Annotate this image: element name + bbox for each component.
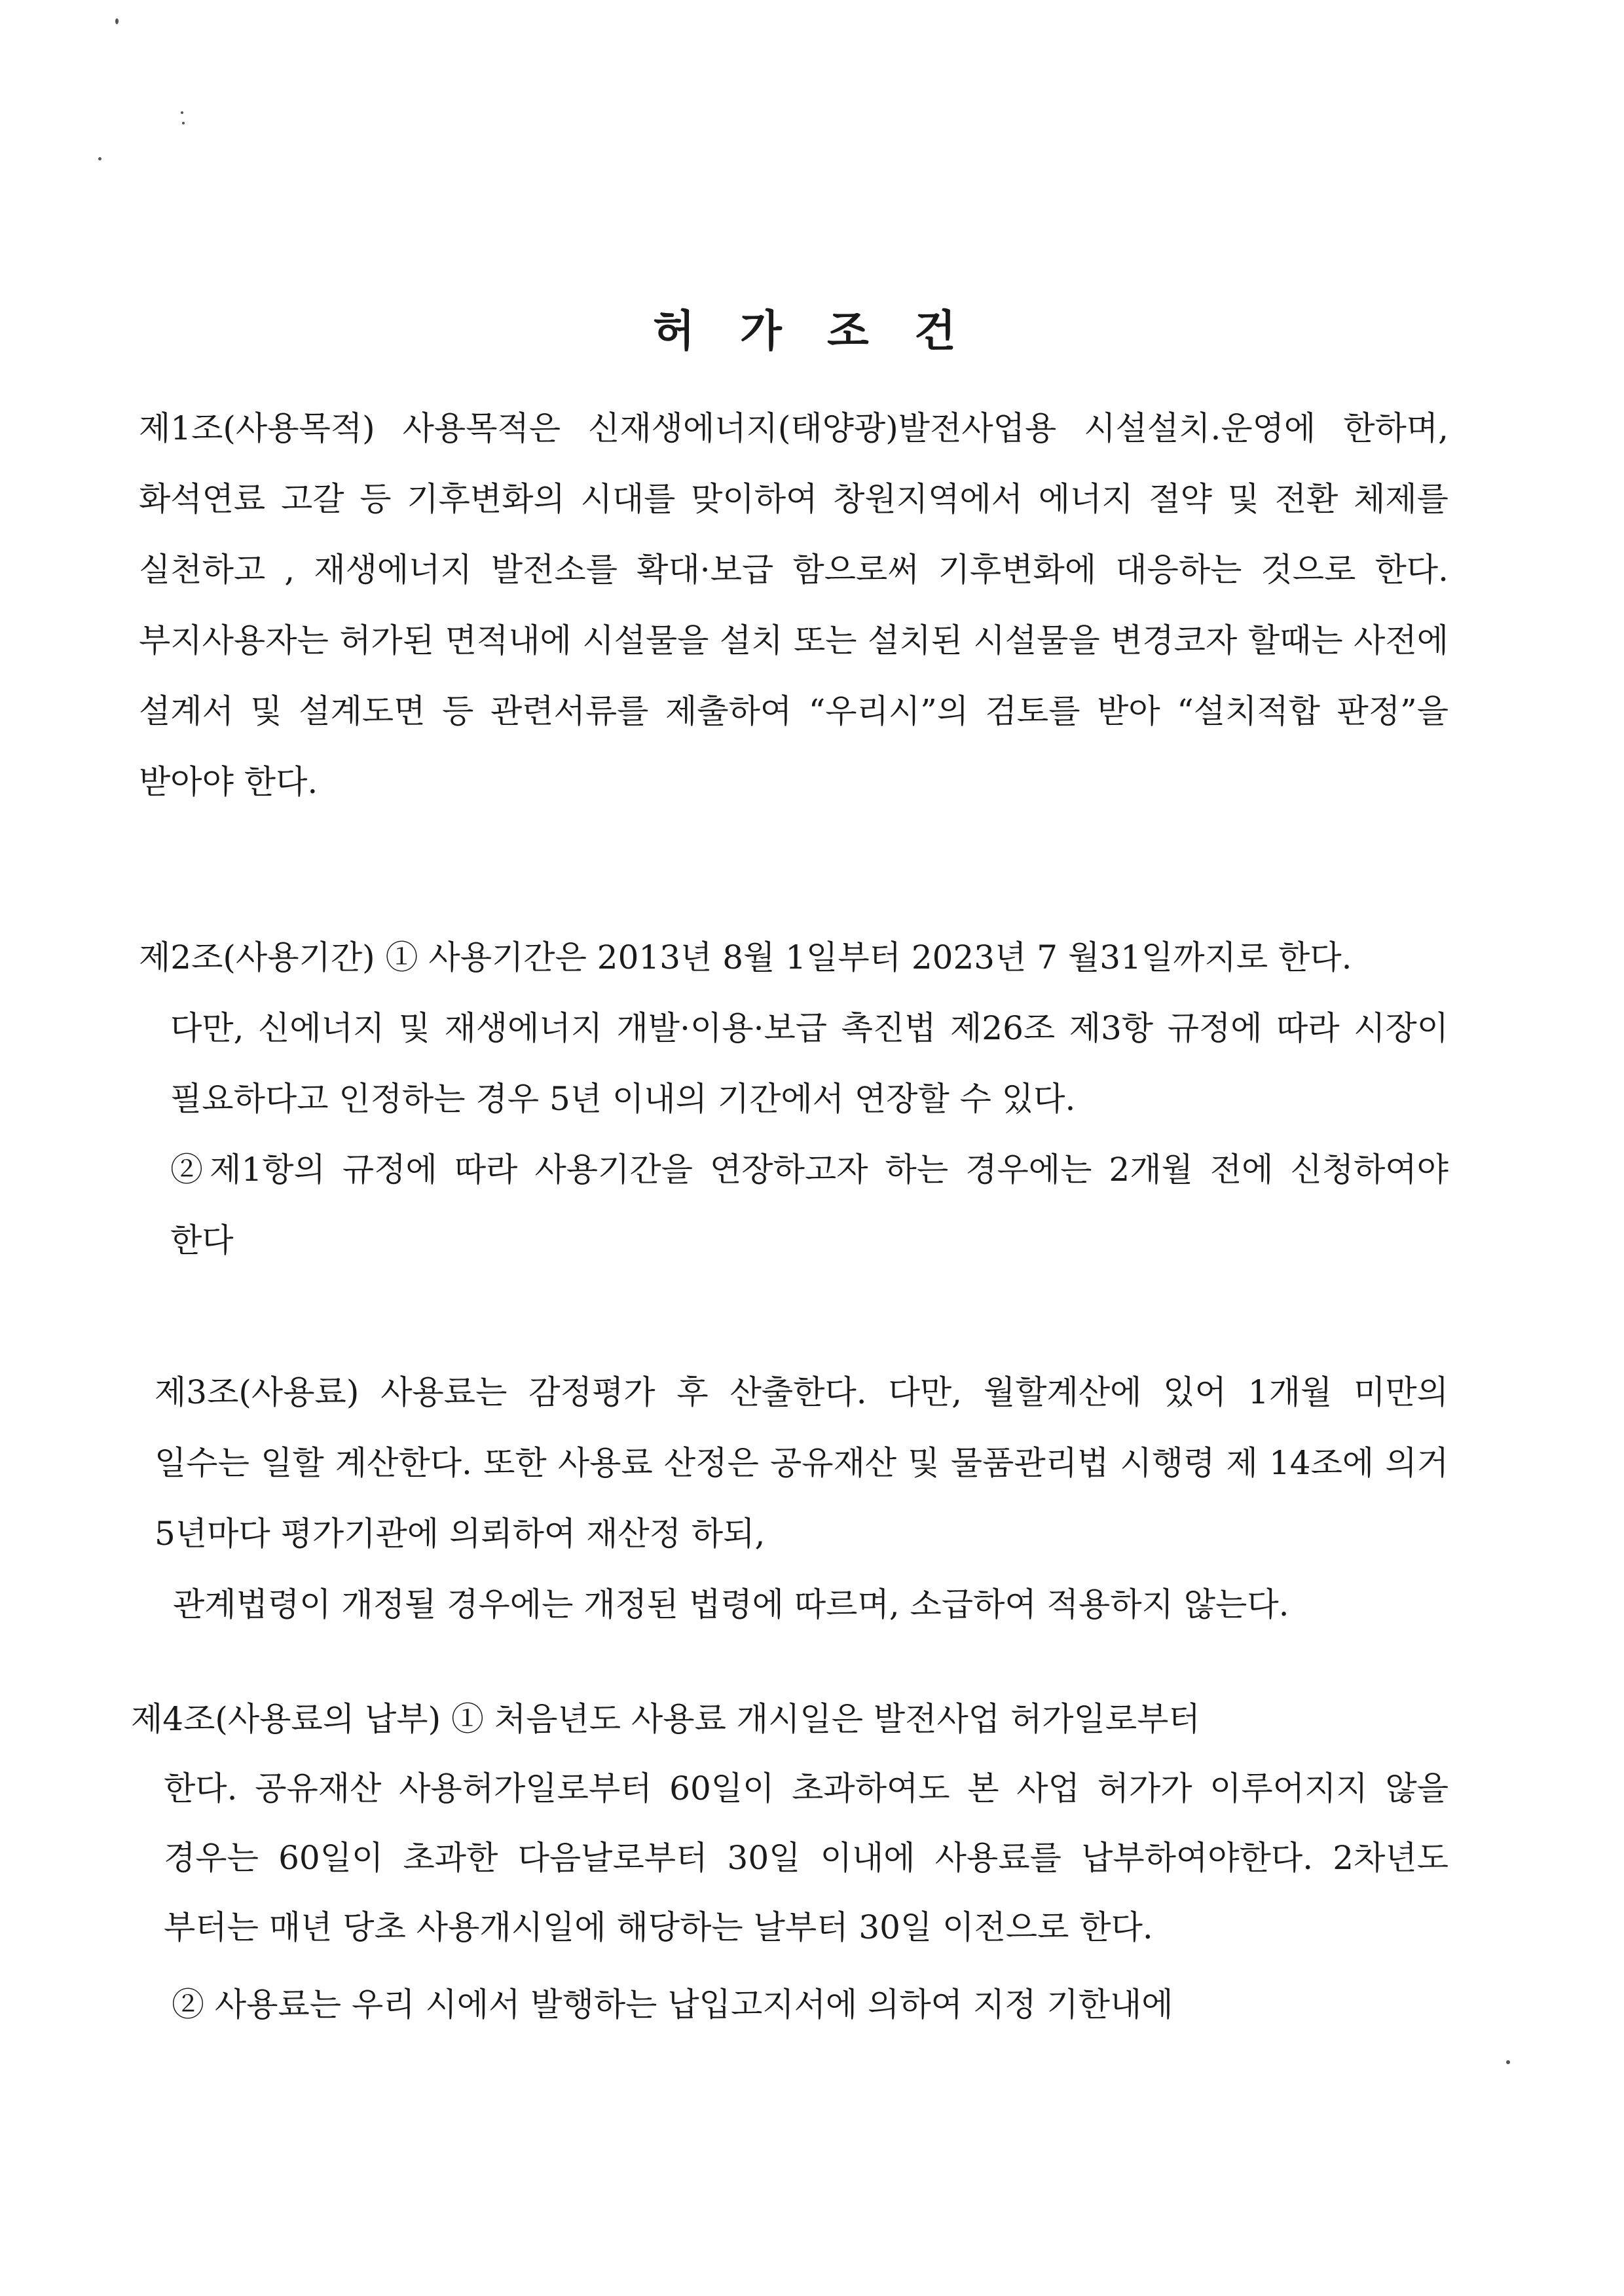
- article-3-head: 제3조(사용료) 사용료는 감정평가 후 산출한다. 다만, 월할계산에 있어 1개월 미만의 일수는 일할 계산한다. 또한 사용료 산정은 공유재산 및 물품관리법 시행령 제 14조에 의거 5년마다 평가기관에 의뢰하여 재산정 하되,: [155, 1373, 1449, 1553]
- article-2-item-2: ②제1항의 규정에 따라 사용기간을 연장하고자 하는 경우에는 2개월 전에 신청하여야 한다: [170, 1151, 1449, 1259]
- article-3: [155, 1357, 1449, 1640]
- article-4-head: 제4조(사용료의 납부) ① 처음년도 사용료 개시일은 발전사업 허가일로부터: [131, 1700, 1200, 1738]
- scan-speck: [182, 122, 185, 124]
- article-1-text: 제1조(사용목적) 사용목적은 신재생에너지(태양광)발전사업용 시설설치.운영에 한하며,화석연료 고갈 등 기후변화의 시대를 맞이하여 창원지역에서 에너지 절약 및 전환 체제를 실천하고 , 재생에너지 발전소를 확대·보급 함으로써 기후변화에 대응하는 것으로 한다. 부지사용자는 허가된 면적내에 시설물을 설치 또는 설치된 시설물을 변경코자 할때는 사전에 설계서 및 설계도면 등 관련서류를 제출하여 “우리시”의 검토를 받아 “설치적합 판정”을 받아야 한다.: [139, 409, 1449, 801]
- article-2-head: 제2조(사용기간) ① 사용기간은 2013년 8월 1일부터 2023년 7 월31일까지로 한다.: [139, 938, 1352, 976]
- scan-speck: [98, 157, 101, 160]
- article-1: [139, 393, 1449, 817]
- document-title: 허 가 조 건: [653, 305, 971, 356]
- scan-speck: [1506, 2060, 1510, 2064]
- scan-speck: [115, 18, 119, 24]
- article-4: [131, 1684, 1449, 2039]
- article-2-body: 다만, 신에너지 및 재생에너지 개발·이용·보급 촉진법 제26조 제3항 규정에 따라 시장이 필요하다고 인정하는 경우 5년 이내의 기간에서 연장할 수 있다.: [170, 1009, 1449, 1118]
- article-4-body: 한다. 공유재산 사용허가일로부터 60일이 초과하여도 본 사업 허가가 이루어지지 않을 경우는 60일이 초과한 다음날로부터 30일 이내에 사용료를 납부하여야한다. 2차년도 부터는 매년 당초 사용개시일에 해당하는 날부터 30일 이전으로 한다.: [164, 1769, 1449, 1946]
- article-2: [139, 922, 1449, 1276]
- article-4-item-2: ② 사용료는 우리 시에서 발행하는 납입고지서에 의하여 지정 기한내에: [172, 1986, 1173, 2024]
- article-3-body: 관계법령이 개정될 경우에는 개정된 법령에 따르며, 소급하여 적용하지 않는다.: [173, 1585, 1289, 1623]
- scan-speck: [181, 111, 183, 114]
